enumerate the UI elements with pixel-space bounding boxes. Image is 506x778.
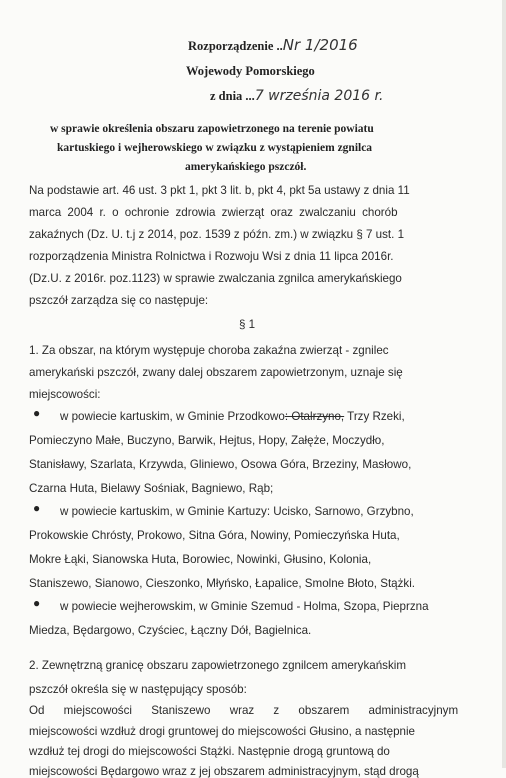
struck-text: : Otalrzyno, bbox=[284, 410, 345, 423]
date-line bbox=[210, 88, 383, 104]
section-mark: § 1 bbox=[239, 318, 256, 331]
bullet1-text-a: w powiecie kartuskim, w Gminie Przodkowo bbox=[60, 410, 285, 423]
preamble-line-2: marca 2004 r. o ochronie zdrowia zwierząt oraz zwalczaniu chorób bbox=[29, 206, 398, 219]
preamble-line-6: pszczół zarządza się co następuje: bbox=[29, 294, 209, 307]
point1-line-1: 1. Za obszar, na którym występuje choroba zakaźna zwierząt - zgnilec bbox=[29, 344, 389, 357]
point2-line-6: miejscowości Będargowo wraz z jej obszarem administracyjnym, stąd drogą bbox=[29, 765, 419, 778]
point2-line-4: miejscowości wzdłuż drogi gruntowej do miejscowości Głusino, a następnie bbox=[29, 725, 415, 738]
bullet3-line-2: Miedza, Będargowo, Czyściec, Łączny Dół, Bagielnica. bbox=[29, 624, 312, 637]
point1-line-2: amerykański pszczół, zwany dalej obszarem zapowietrzonym, uznaje się bbox=[29, 366, 403, 379]
bullet2-line-2: Prokowskie Chrósty, Prokowo, Sitna Góra, Nowiny, Pomieczyńska Huta, bbox=[29, 529, 400, 542]
issuer-line: Wojewody Pomorskiego bbox=[186, 64, 315, 78]
bullet1-text-b: Trzy Rzeki, bbox=[344, 410, 405, 423]
subject-line-1: w sprawie określenia obszaru zapowietrzonego na terenie powiatu bbox=[50, 123, 374, 135]
bullet2-line-4: Staniszewo, Sianowo, Cieszonko, Młyńsko, Łapalice, Smolne Błoto, Stążki. bbox=[29, 577, 416, 590]
preamble-line-1: Na podstawie art. 46 ust. 3 pkt 1, pkt 3 lit. b, pkt 4, pkt 5a ustawy z dnia 11 bbox=[29, 184, 410, 197]
regulation-label: Rozporządzenie .. bbox=[188, 39, 283, 53]
regulation-number-line bbox=[188, 36, 358, 54]
bullet1-line-3: Stanisławy, Szarlata, Krzywda, Gliniewo, Osowa Góra, Brzeziny, Masłowo, bbox=[29, 458, 412, 471]
preamble-line-5: (Dz.U. z 2016r. poz.1123) w sprawie zwalczania zgnilca amerykańskiego bbox=[29, 272, 402, 285]
bullet1-line-4: Czarna Huta, Bielawy Sośniak, Bagniewo, Rąb; bbox=[29, 482, 274, 495]
preamble-line-4: rozporządzenia Ministra Rolnictwa i Rozwoju Wsi z dnia 11 lipca 2016r. bbox=[29, 250, 394, 263]
bullet-dot: ● bbox=[33, 406, 41, 420]
preamble-line-3: zakaźnych (Dz. U. t.j z 2014, poz. 1539 z późn. zm.) w związku § 7 ust. 1 bbox=[29, 228, 405, 241]
handwritten-date: 7 września 2016 r. bbox=[254, 88, 384, 104]
scan-edge bbox=[502, 0, 506, 768]
bullet-dot: ● bbox=[33, 596, 41, 610]
bullet2-line-1: w powiecie kartuskim, w Gminie Kartuzy: Ucisko, Sarnowo, Grzybno, bbox=[60, 505, 414, 518]
bullet-dot: ● bbox=[33, 501, 41, 515]
point2-line-2: pszczół określa się w następujący sposób: bbox=[29, 683, 247, 696]
point2-line-5: wzdłuż tej drogi do miejscowości Stążki. Następnie drogą gruntową do bbox=[29, 745, 390, 758]
subject-line-3: amerykańskiego pszczół. bbox=[185, 161, 307, 173]
bullet2-line-3: Mokre Łąki, Sianowska Huta, Borowiec, Nowinki, Głusino, Kolonia, bbox=[29, 553, 372, 566]
handwritten-number: Nr 1/2016 bbox=[282, 36, 358, 54]
point2-line-1: 2. Zewnętrzną granicę obszaru zapowietrzonego zgnilcem amerykańskim bbox=[29, 659, 406, 672]
bullet3-line-1: w powiecie wejherowskim, w Gminie Szemud - Holma, Szopa, Pieprzna bbox=[60, 600, 429, 613]
bullet1-line-2: Pomieczyno Małe, Buczyno, Barwik, Hejtus, Hopy, Załęże, Moczydło, bbox=[29, 434, 385, 447]
point1-line-3: miejscowości: bbox=[29, 388, 101, 401]
date-label: z dnia ... bbox=[210, 89, 255, 103]
subject-line-2: kartuskiego i wejherowskiego w związku z wystąpieniem zgnilca bbox=[57, 142, 373, 154]
bullet1-line-1 bbox=[60, 410, 405, 423]
point2-line-3: Od miejscowości Staniszewo wraz z obszarem administracyjnym bbox=[29, 704, 459, 717]
